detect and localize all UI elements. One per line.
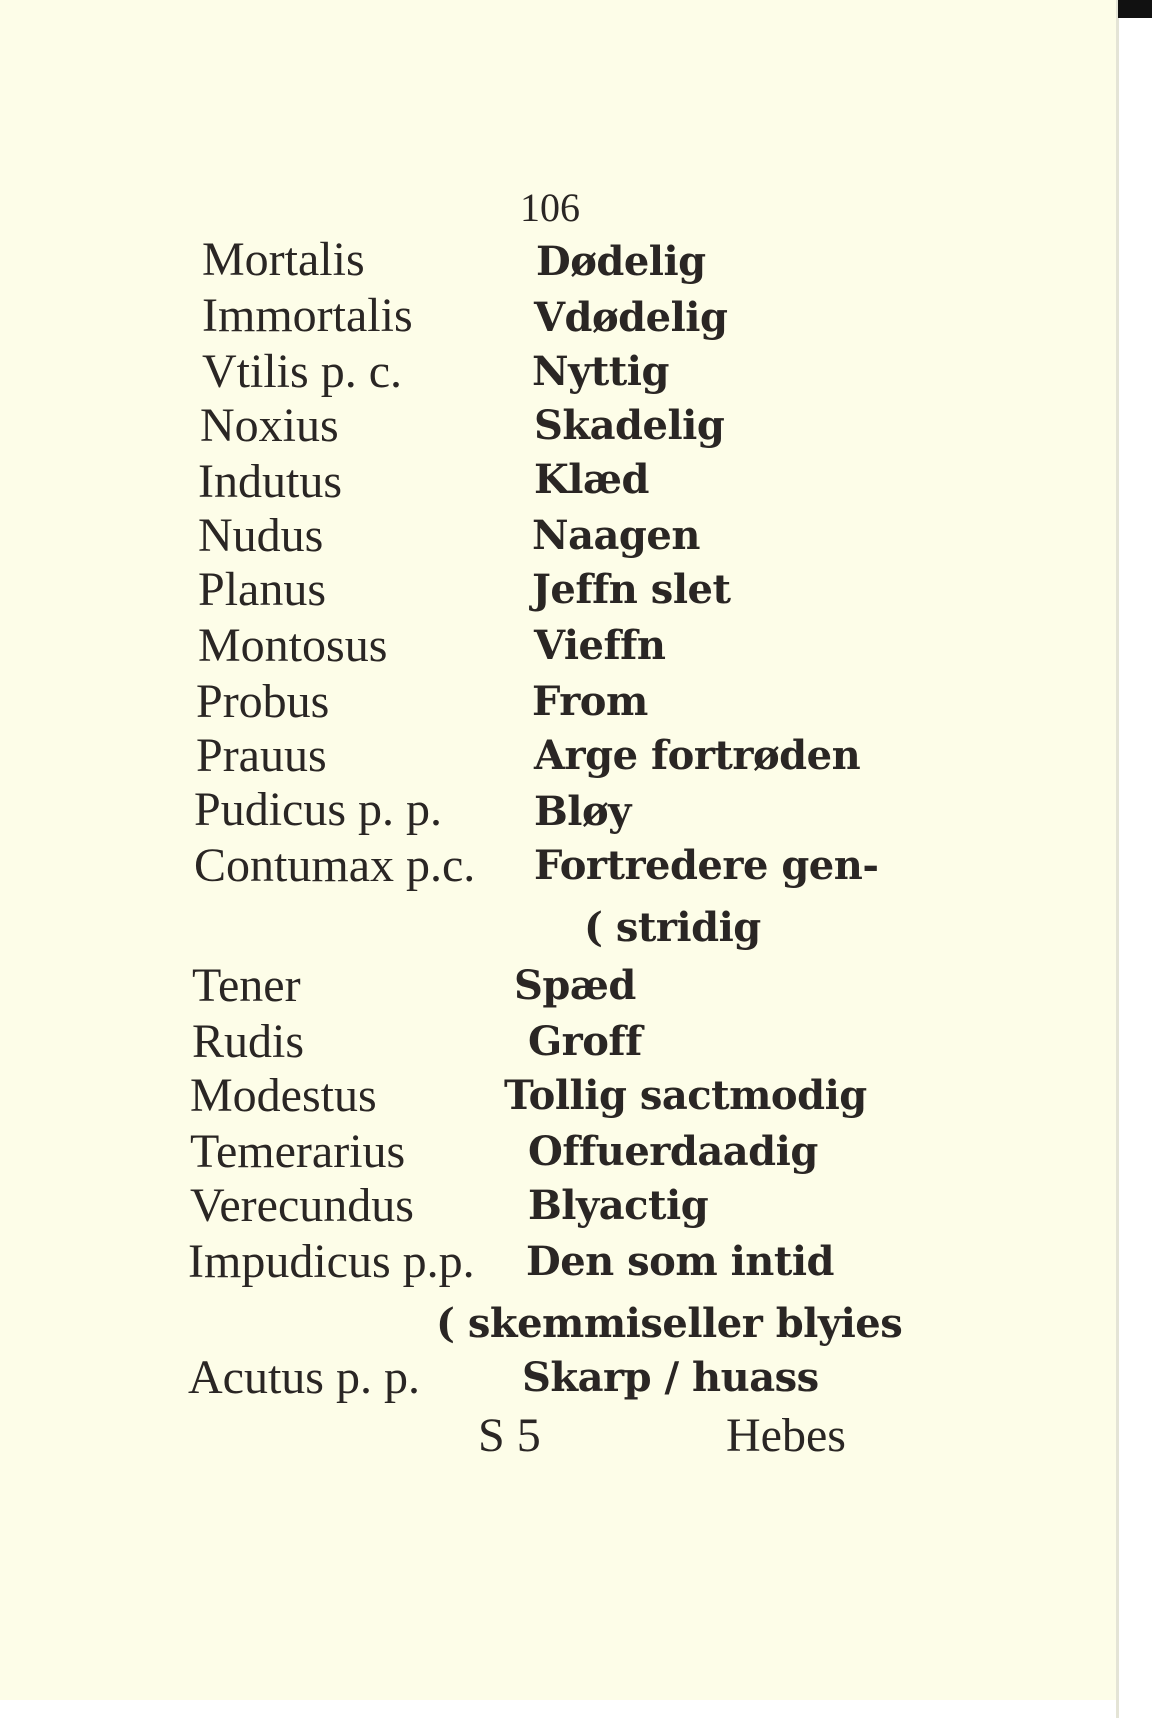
danish-term: Nyttig	[532, 348, 669, 395]
latin-term: Vtilis p. c.	[202, 345, 402, 398]
latin-term: Rudis	[192, 1015, 305, 1068]
latin-term: Mortalis	[202, 233, 365, 286]
danish-term: Dødelig	[536, 238, 706, 285]
danish-term: Arge fortrøden	[534, 732, 861, 779]
danish-term: Tollig sactmodig	[504, 1072, 867, 1119]
latin-term: Modestus	[190, 1069, 377, 1122]
danish-term: Klæd	[534, 456, 649, 503]
danish-term: Vieffn	[534, 622, 666, 669]
danish-term: Bløy	[534, 788, 631, 835]
danish-term: Naagen	[532, 512, 700, 559]
danish-term: Vdødelig	[534, 294, 728, 341]
danish-term: Blyactig	[528, 1182, 709, 1229]
catchword: Hebes	[726, 1409, 846, 1462]
danish-term: Skadelig	[534, 402, 725, 449]
latin-term: Indutus	[198, 455, 342, 508]
latin-term: Noxius	[200, 399, 339, 452]
latin-term: Contumax p.c.	[194, 839, 476, 892]
latin-term: Acutus p. p.	[188, 1351, 420, 1404]
latin-term: Montosus	[198, 619, 388, 672]
danish-continuation: ( skemmiseller blyies	[436, 1300, 903, 1347]
page-edge	[1116, 0, 1119, 1718]
danish-continuation: ( stridig	[584, 904, 761, 951]
latin-term: Probus	[196, 675, 330, 728]
danish-term: Skarp / huass	[522, 1354, 819, 1401]
latin-term: Impudicus p.p.	[188, 1235, 475, 1288]
danish-term: Den som intid	[526, 1238, 835, 1285]
danish-term: Spæd	[514, 962, 636, 1009]
latin-term: Pudicus p. p.	[194, 783, 443, 836]
danish-term: Fortredere gen-	[534, 842, 879, 889]
latin-term: Immortalis	[202, 289, 413, 342]
scan-corner-mark	[1118, 0, 1152, 18]
latin-term: Verecundus	[190, 1179, 414, 1232]
danish-term: Jeffn slet	[532, 566, 731, 613]
latin-term: Planus	[198, 563, 327, 616]
danish-term: From	[532, 678, 648, 725]
latin-term: Tener	[192, 959, 301, 1012]
signature-mark: S 5	[478, 1409, 541, 1462]
scan-margin	[1116, 0, 1152, 1718]
latin-term: Nudus	[198, 509, 324, 562]
danish-term: Groff	[528, 1018, 642, 1065]
page-number: 106	[520, 185, 580, 230]
danish-term: Offuerdaadig	[528, 1128, 818, 1175]
latin-term: Prauus	[196, 729, 327, 782]
latin-term: Temerarius	[190, 1125, 406, 1178]
